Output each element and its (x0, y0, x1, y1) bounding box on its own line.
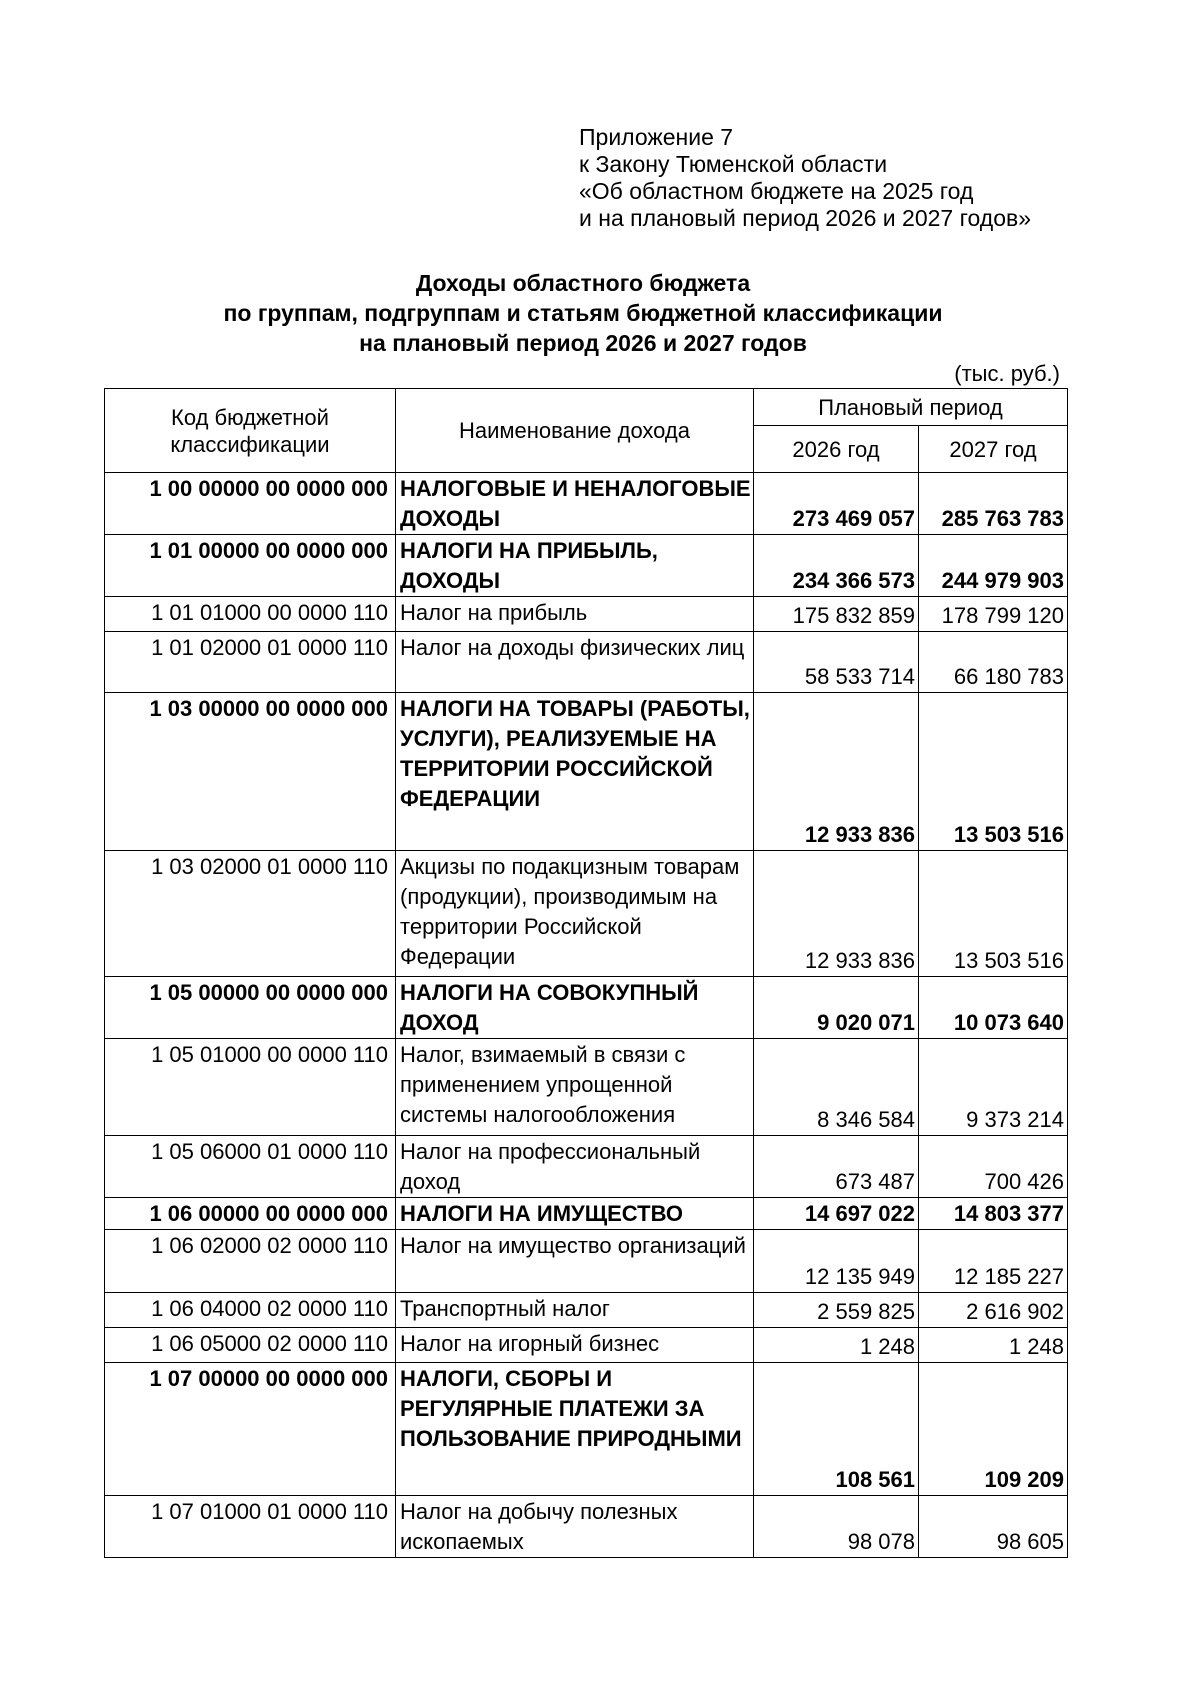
table-body (105, 473, 1068, 1558)
cell-code: 1 05 06000 01 0000 110 (105, 1136, 396, 1198)
revenue-table (104, 388, 1068, 1558)
cell-code: 1 06 02000 02 0000 110 (105, 1230, 396, 1293)
cell-2027: 244 979 903 (919, 535, 1068, 597)
cell-2027: 13 503 516 (919, 851, 1068, 977)
cell-2027: 109 209 (919, 1363, 1068, 1496)
cell-2026: 273 469 057 (754, 473, 919, 535)
cell-2027: 285 763 783 (919, 473, 1068, 535)
cell-2027: 700 426 (919, 1136, 1068, 1198)
cell-2026: 8 346 584 (754, 1039, 919, 1136)
document-title (100, 268, 1066, 358)
cell-code: 1 06 05000 02 0000 110 (105, 1328, 396, 1363)
cell-name-text: НАЛОГИ, СБОРЫ И РЕГУЛЯРНЫЕ ПЛАТЕЖИ ЗА ПОЛЬЗОВАНИЕ ПРИРОДНЫМИ (400, 1366, 742, 1451)
appendix-line: Приложение 7 (579, 124, 734, 150)
cell-2027: 14 803 377 (919, 1198, 1068, 1230)
cell-2027: 178 799 120 (919, 597, 1068, 632)
cell-name: НАЛОГИ НА ИМУЩЕСТВО (396, 1198, 754, 1230)
appendix-line: «Об областном бюджете на 2025 год (579, 178, 974, 204)
header-period: Плановый период (754, 389, 1068, 426)
table-row (105, 632, 1068, 693)
cell-2026: 98 078 (754, 1496, 919, 1558)
cell-2027: 13 503 516 (919, 693, 1068, 851)
cell-code: 1 03 00000 00 0000 000 (105, 693, 396, 851)
title-line: на плановый период 2026 и 2027 годов (359, 330, 807, 356)
table-row (105, 1496, 1068, 1558)
cell-2027: 10 073 640 (919, 977, 1068, 1039)
cell-2027: 66 180 783 (919, 632, 1068, 693)
cell-2026: 14 697 022 (754, 1198, 919, 1230)
cell-name: НАЛОГИ НА ТОВАРЫ (РАБОТЫ, УСЛУГИ), РЕАЛИЗУЕМЫЕ НА ТЕРРИТОРИИ РОССИЙСКОЙ ФЕДЕРАЦИИ (396, 693, 754, 851)
cell-code: 1 05 00000 00 0000 000 (105, 977, 396, 1039)
table-row (105, 473, 1068, 535)
header-name: Наименование дохода (396, 389, 754, 473)
table-row (105, 535, 1068, 597)
cell-2027: 9 373 214 (919, 1039, 1068, 1136)
cell-code: 1 07 00000 00 0000 000 (105, 1363, 396, 1496)
cell-name: Налог, взимаемый в связи с применением упрощенной системы налогообложения (396, 1039, 754, 1136)
cell-name: НАЛОГИ НА ПРИБЫЛЬ, ДОХОДЫ (396, 535, 754, 597)
cell-code: 1 06 00000 00 0000 000 (105, 1198, 396, 1230)
table-row (105, 1230, 1068, 1293)
cell-2027: 12 185 227 (919, 1230, 1068, 1293)
cell-2026: 9 020 071 (754, 977, 919, 1039)
cell-name: НАЛОГОВЫЕ И НЕНАЛОГОВЫЕ ДОХОДЫ (396, 473, 754, 535)
cell-name: Налог на имущество организаций (396, 1230, 754, 1293)
cell-code: 1 07 01000 01 0000 110 (105, 1496, 396, 1558)
appendix-line: и на плановый период 2026 и 2027 годов» (579, 205, 1031, 231)
cell-name: Налог на доходы физических лиц (396, 632, 754, 693)
cell-code: 1 01 02000 01 0000 110 (105, 632, 396, 693)
header-code: Код бюджетной классификации (105, 389, 396, 473)
table-row (105, 1363, 1068, 1496)
table-row (105, 693, 1068, 851)
title-line: по группам, подгруппам и статьям бюджетной классификации (223, 300, 943, 326)
cell-name: Налог на прибыль (396, 597, 754, 632)
cell-name (396, 1363, 754, 1496)
table-row (105, 977, 1068, 1039)
appendix-block (579, 124, 1031, 232)
cell-2026: 1 248 (754, 1328, 919, 1363)
cell-2026: 2 559 825 (754, 1293, 919, 1328)
cell-code: 1 01 01000 00 0000 110 (105, 597, 396, 632)
cell-2026: 175 832 859 (754, 597, 919, 632)
cell-2026: 234 366 573 (754, 535, 919, 597)
cell-code: 1 05 01000 00 0000 110 (105, 1039, 396, 1136)
unit-label: (тыс. руб.) (954, 361, 1060, 386)
table-row (105, 851, 1068, 977)
cell-code: 1 06 04000 02 0000 110 (105, 1293, 396, 1328)
table-row (105, 1328, 1068, 1363)
cell-code: 1 01 00000 00 0000 000 (105, 535, 396, 597)
cell-2026: 58 533 714 (754, 632, 919, 693)
cell-2027: 2 616 902 (919, 1293, 1068, 1328)
cell-2026: 673 487 (754, 1136, 919, 1198)
cell-2027: 98 605 (919, 1496, 1068, 1558)
cell-2026: 12 933 836 (754, 851, 919, 977)
table-row (105, 1293, 1068, 1328)
cell-name: НАЛОГИ НА СОВОКУПНЫЙ ДОХОД (396, 977, 754, 1039)
cell-2026: 108 561 (754, 1363, 919, 1496)
cell-name: Акцизы по подакцизным товарам (продукции), производимым на территории Российской Федерации (396, 851, 754, 977)
header-year-2027: 2027 год (919, 426, 1068, 473)
header-year-2026: 2026 год (754, 426, 919, 473)
table-header (105, 389, 1068, 473)
table-row (105, 1198, 1068, 1230)
cell-name: Налог на профессиональный доход (396, 1136, 754, 1198)
cell-name: Налог на игорный бизнес (396, 1328, 754, 1363)
cell-name: Налог на добычу полезных ископаемых (396, 1496, 754, 1558)
table-row (105, 1039, 1068, 1136)
title-line: Доходы областного бюджета (415, 270, 751, 296)
cell-2026: 12 933 836 (754, 693, 919, 851)
table-row (105, 1136, 1068, 1198)
appendix-line: к Закону Тюменской области (579, 151, 888, 177)
cell-code: 1 00 00000 00 0000 000 (105, 473, 396, 535)
cell-name: Транспортный налог (396, 1293, 754, 1328)
cell-2027: 1 248 (919, 1328, 1068, 1363)
cell-code: 1 03 02000 01 0000 110 (105, 851, 396, 977)
cell-2026: 12 135 949 (754, 1230, 919, 1293)
table-row (105, 597, 1068, 632)
